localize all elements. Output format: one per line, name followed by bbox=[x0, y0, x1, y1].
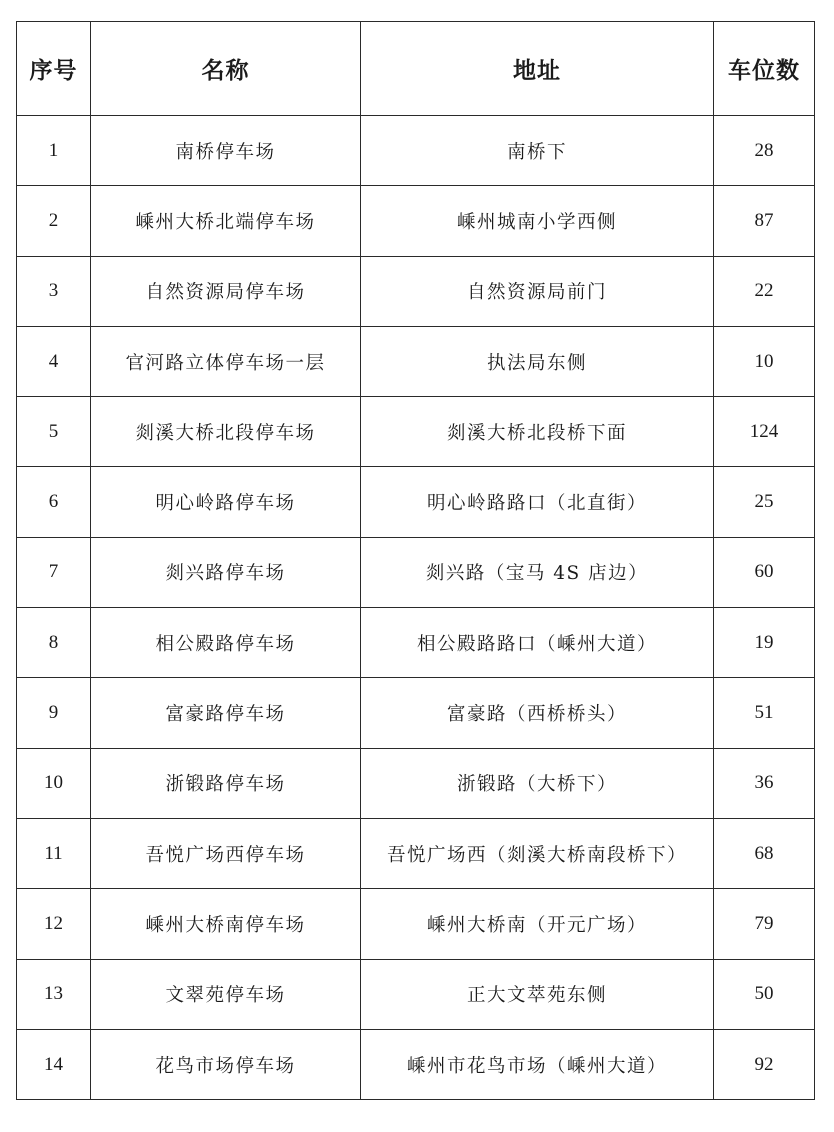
table-row bbox=[17, 397, 815, 467]
cell-no: 7 bbox=[17, 537, 91, 607]
table-row bbox=[17, 959, 815, 1029]
cell-spots: 50 bbox=[714, 959, 815, 1029]
cell-spots: 68 bbox=[714, 818, 815, 888]
table-row bbox=[17, 1029, 815, 1099]
cell-spots: 22 bbox=[714, 256, 815, 326]
cell-no: 6 bbox=[17, 467, 91, 537]
header-no: 序号 bbox=[17, 22, 91, 116]
table-body bbox=[17, 116, 815, 1100]
cell-no: 9 bbox=[17, 678, 91, 748]
header-spots: 车位数 bbox=[714, 22, 815, 116]
cell-name: 剡溪大桥北段停车场 bbox=[91, 397, 361, 467]
cell-spots: 92 bbox=[714, 1029, 815, 1099]
cell-spots: 19 bbox=[714, 608, 815, 678]
cell-address: 嵊州大桥南（开元广场） bbox=[361, 889, 714, 959]
cell-spots: 79 bbox=[714, 889, 815, 959]
cell-name: 富豪路停车场 bbox=[91, 678, 361, 748]
cell-no: 11 bbox=[17, 818, 91, 888]
header-row bbox=[17, 22, 815, 116]
table-row bbox=[17, 326, 815, 396]
cell-name: 嵊州大桥北端停车场 bbox=[91, 186, 361, 256]
cell-address: 剡溪大桥北段桥下面 bbox=[361, 397, 714, 467]
table-header bbox=[17, 22, 815, 116]
table-row bbox=[17, 256, 815, 326]
cell-name: 花鸟市场停车场 bbox=[91, 1029, 361, 1099]
cell-address: 明心岭路路口（北直街） bbox=[361, 467, 714, 537]
cell-spots: 36 bbox=[714, 748, 815, 818]
cell-spots: 28 bbox=[714, 116, 815, 186]
header-address: 地址 bbox=[361, 22, 714, 116]
cell-no: 2 bbox=[17, 186, 91, 256]
cell-address: 正大文萃苑东侧 bbox=[361, 959, 714, 1029]
cell-no: 12 bbox=[17, 889, 91, 959]
cell-no: 3 bbox=[17, 256, 91, 326]
cell-name: 官河路立体停车场一层 bbox=[91, 326, 361, 396]
cell-address: 嵊州城南小学西侧 bbox=[361, 186, 714, 256]
cell-address: 富豪路（西桥桥头） bbox=[361, 678, 714, 748]
cell-address: 相公殿路路口（嵊州大道） bbox=[361, 608, 714, 678]
cell-name: 相公殿路停车场 bbox=[91, 608, 361, 678]
cell-no: 5 bbox=[17, 397, 91, 467]
cell-address: 自然资源局前门 bbox=[361, 256, 714, 326]
cell-spots: 60 bbox=[714, 537, 815, 607]
cell-address: 剡兴路（宝马 4S 店边） bbox=[361, 537, 714, 607]
table-row bbox=[17, 467, 815, 537]
cell-no: 14 bbox=[17, 1029, 91, 1099]
table-row bbox=[17, 748, 815, 818]
table-row bbox=[17, 537, 815, 607]
cell-address: 执法局东侧 bbox=[361, 326, 714, 396]
cell-spots: 124 bbox=[714, 397, 815, 467]
cell-no: 8 bbox=[17, 608, 91, 678]
cell-name: 剡兴路停车场 bbox=[91, 537, 361, 607]
cell-name: 南桥停车场 bbox=[91, 116, 361, 186]
cell-name: 吾悦广场西停车场 bbox=[91, 818, 361, 888]
cell-name: 自然资源局停车场 bbox=[91, 256, 361, 326]
cell-spots: 87 bbox=[714, 186, 815, 256]
parking-lot-table bbox=[16, 21, 815, 1100]
cell-address: 浙锻路（大桥下） bbox=[361, 748, 714, 818]
cell-no: 1 bbox=[17, 116, 91, 186]
cell-address: 吾悦广场西（剡溪大桥南段桥下） bbox=[361, 818, 714, 888]
cell-spots: 10 bbox=[714, 326, 815, 396]
cell-no: 10 bbox=[17, 748, 91, 818]
table-row bbox=[17, 818, 815, 888]
cell-name: 文翠苑停车场 bbox=[91, 959, 361, 1029]
cell-no: 13 bbox=[17, 959, 91, 1029]
table-row bbox=[17, 116, 815, 186]
cell-spots: 25 bbox=[714, 467, 815, 537]
table-row bbox=[17, 186, 815, 256]
cell-name: 嵊州大桥南停车场 bbox=[91, 889, 361, 959]
table-row bbox=[17, 889, 815, 959]
cell-address: 南桥下 bbox=[361, 116, 714, 186]
table-row bbox=[17, 678, 815, 748]
cell-name: 明心岭路停车场 bbox=[91, 467, 361, 537]
header-name: 名称 bbox=[91, 22, 361, 116]
cell-address: 嵊州市花鸟市场（嵊州大道） bbox=[361, 1029, 714, 1099]
cell-name: 浙锻路停车场 bbox=[91, 748, 361, 818]
cell-spots: 51 bbox=[714, 678, 815, 748]
table-row bbox=[17, 608, 815, 678]
cell-no: 4 bbox=[17, 326, 91, 396]
